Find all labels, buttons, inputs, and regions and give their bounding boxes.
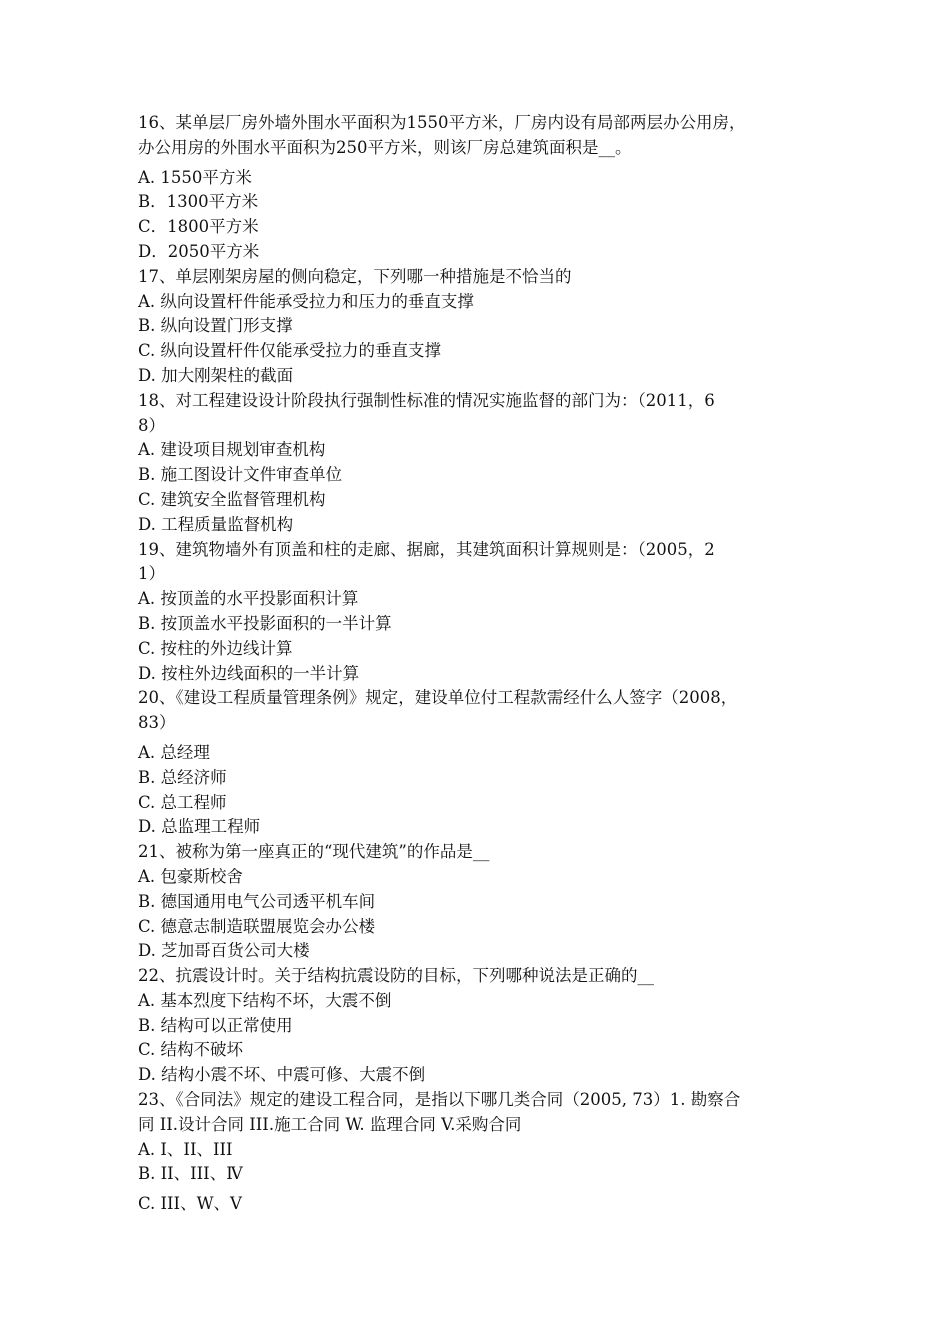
q19-stem-line-2: 1） [138,564,165,584]
q19-option-c: C. 按柱的外边线计算 [138,638,293,658]
q19-stem-line-1: 19、建筑物墙外有顶盖和柱的走廊、据廊，其建筑面积计算规则是：（2005，2 [138,539,715,559]
q21-stem: 21、被称为第一座真正的“现代建筑”的作品是__ [138,842,490,862]
q18-option-d: D. 工程质量监督机构 [138,514,294,534]
q17-stem: 17、单层刚架房屋的侧向稳定，下列哪一种措施是不恰当的 [138,266,572,286]
q21-option-c: C. 德意志制造联盟展览会办公楼 [138,916,376,936]
q22-option-a: A. 基本烈度下结构不坏，大震不倒 [138,990,392,1010]
q23-option-a: A. I、II、III [138,1139,233,1159]
q16-option-a: A. 1550平方米 [138,167,252,187]
q23-stem-line-1: 23、《合同法》规定的建设工程合同，是指以下哪几类合同（2005, 73）1. 勘察合 [138,1090,741,1110]
q21-option-b: B. 德国通用电气公司透平机车间 [138,891,376,911]
q18-stem-line-2: 8） [138,415,165,435]
q23-stem-line-2: 同 II.设计合同 III.施工合同 W. 监理合同 V.采购合同 [138,1114,522,1134]
q22-option-d: D. 结构小震不坏、中震可修、大震不倒 [138,1065,426,1085]
q22-stem: 22、抗震设计时。关于结构抗震设防的目标，下列哪种说法是正确的__ [138,966,654,986]
q23-option-c: C. III、W、V [138,1194,242,1214]
q16-option-d: D．2050平方米 [138,241,260,261]
q23-option-b: B. II、III、Ⅳ [138,1164,243,1184]
q20-option-d: D. 总监理工程师 [138,817,261,837]
q16-option-c: C．1800平方米 [138,217,259,237]
q18-stem-line-1: 18、对工程建设设计阶段执行强制性标准的情况实施监督的部门为：（2011，6 [138,390,715,410]
q19-option-b: B. 按顶盖水平投影面积的一半计算 [138,613,392,633]
q20-option-a: A. 总经理 [138,742,210,762]
q18-option-b: B. 施工图设计文件审查单位 [138,465,343,485]
q20-option-b: B. 总经济师 [138,767,227,787]
q16-option-b: B．1300平方米 [138,192,259,212]
q21-option-d: D. 芝加哥百货公司大楼 [138,941,310,961]
q22-option-b: B. 结构可以正常使用 [138,1015,293,1035]
q17-option-b: B. 纵向设置门形支撑 [138,316,293,336]
q18-option-c: C. 建筑安全监督管理机构 [138,489,326,509]
q17-option-d: D. 加大刚架柱的截面 [138,365,294,385]
q17-option-a: A. 纵向设置杆件能承受拉力和压力的垂直支撑 [138,291,474,311]
q19-option-d: D. 按柱外边线面积的一半计算 [138,663,360,683]
q20-stem-line-1: 20、《建设工程质量管理条例》规定，建设单位付工程款需经什么人签字（2008， [138,688,738,708]
q18-option-a: A. 建设项目规划审查机构 [138,440,326,460]
q16-stem-line-2: 办公用房的外围水平面积为250平方米，则该厂房总建筑面积是__。 [138,137,632,157]
q20-stem-line-2: 83） [138,713,176,733]
q19-option-a: A. 按顶盖的水平投影面积计算 [138,589,359,609]
document-page [138,111,828,1217]
q21-option-a: A. 包豪斯校舍 [138,866,243,886]
q22-option-c: C. 结构不破坏 [138,1040,244,1060]
q20-option-c: C. 总工程师 [138,792,227,812]
q16-stem-line-1: 16、某单层厂房外墙外围水平面积为1550平方米，厂房内设有局部两层办公用房， [138,113,746,132]
q17-option-c: C. 纵向设置杆件仅能承受拉力的垂直支撑 [138,341,442,361]
